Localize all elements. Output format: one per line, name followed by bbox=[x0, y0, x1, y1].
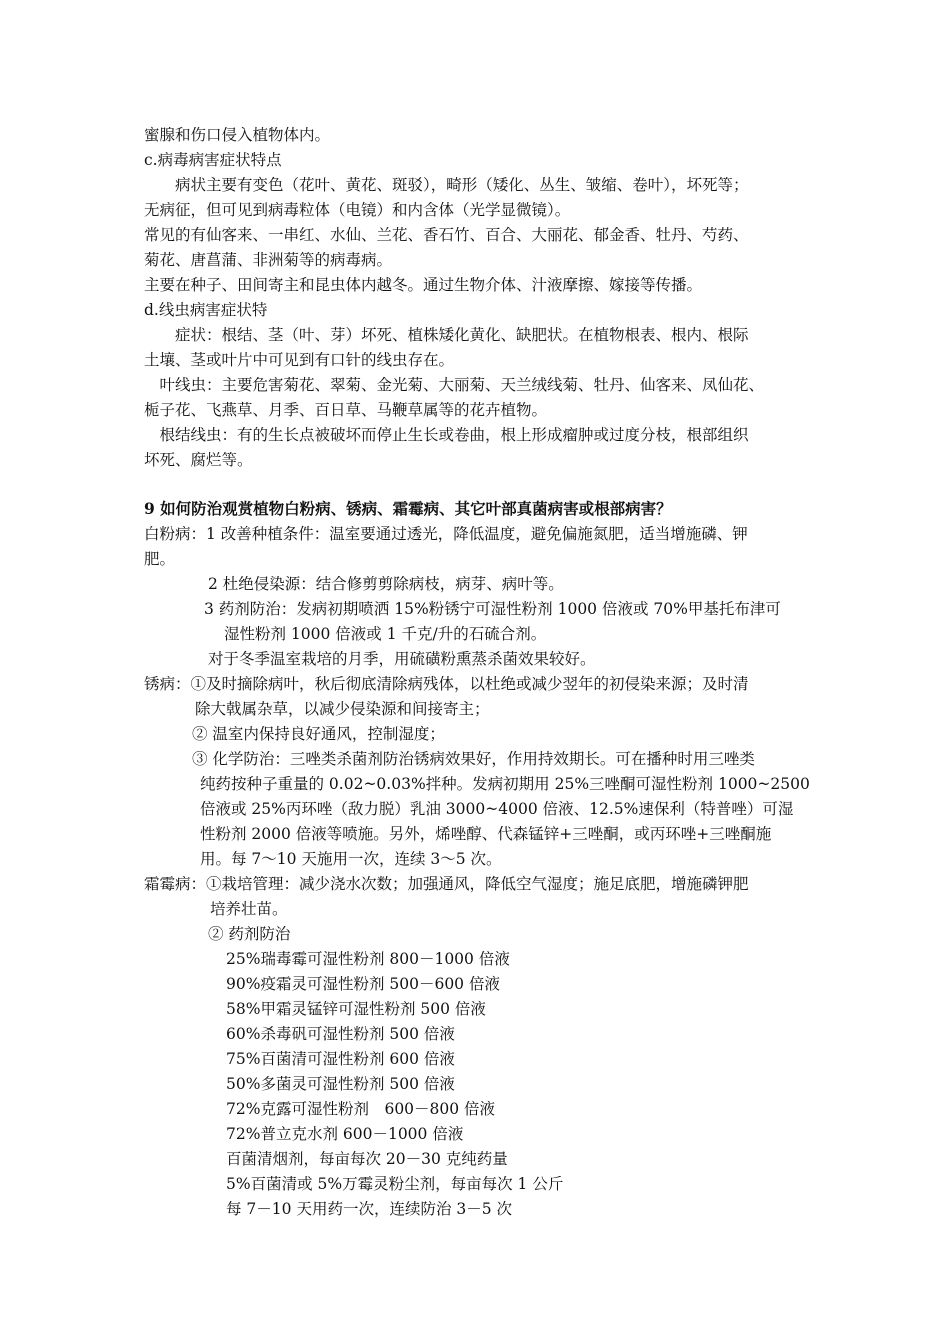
list-item: 5%百菌清或 5%万霉灵粉尘剂，每亩每次 1 公斤 bbox=[226, 1175, 564, 1193]
text-line: 叶线虫：主要危害菊花、翠菊、金光菊、大丽菊、天兰绒线菊、牡丹、仙客来、凤仙花、 bbox=[144, 376, 765, 394]
text-line: 白粉病：1 改善种植条件：温室要通过透光，降低温度，避免偏施氮肥，适当增施磷、钾 bbox=[144, 525, 748, 543]
text-line: 2 杜绝侵染源：结合修剪剪除病枝，病芽、病叶等。 bbox=[208, 575, 564, 593]
text-line: 根结线虫：有的生长点被破坏而停止生长或卷曲，根上形成瘤肿或过度分枝，根部组织 bbox=[144, 426, 749, 444]
text-line: ③ 化学防治：三唑类杀菌剂防治锈病效果好，作用持效期长。可在播种时用三唑类 bbox=[192, 750, 755, 768]
text-line: 肥。 bbox=[144, 550, 176, 568]
text-line: 对于冬季温室栽培的月季，用硫磺粉熏蒸杀菌效果较好。 bbox=[208, 650, 596, 668]
text-line: 蜜腺和伤口侵入植物体内。 bbox=[144, 126, 331, 144]
list-item: 60%杀毒矾可湿性粉剂 500 倍液 bbox=[226, 1025, 455, 1043]
section-heading-c: c.病毒病害症状特点 bbox=[144, 151, 282, 169]
text-line: 土壤、茎或叶片中可见到有口针的线虫存在。 bbox=[144, 351, 455, 369]
list-item: 25%瑞毒霉可湿性粉剂 800－1000 倍液 bbox=[226, 950, 510, 968]
text-line: 栀子花、飞燕草、月季、百日草、马鞭草属等的花卉植物。 bbox=[144, 401, 548, 419]
text-line: 主要在种子、田间寄主和昆虫体内越冬。通过生物介体、汁液摩擦、嫁接等传播。 bbox=[144, 276, 703, 294]
text-line: 常见的有仙客来、一串红、水仙、兰花、香石竹、百合、大丽花、郁金香、牡丹、芍药、 bbox=[144, 226, 749, 244]
text-line: 除大戟属杂草，以减少侵染源和间接寄主； bbox=[195, 700, 490, 718]
section-heading-d: d.线虫病害症状特 bbox=[144, 301, 268, 319]
text-line: 菊花、唐菖蒲、非洲菊等的病毒病。 bbox=[144, 251, 393, 269]
text-line: 性粉剂 2000 倍液等喷施。另外，烯唑醇、代森锰锌+三唑酮，或丙环唑+三唑酮施 bbox=[200, 825, 772, 843]
question-heading: 9 如何防治观赏植物白粉病、锈病、霜霉病、其它叶部真菌病害或根部病害？ bbox=[144, 499, 672, 518]
text-line: 霜霉病：①栽培管理：减少浇水次数；加强通风，降低空气湿度；施足底肥，增施磷钾肥 bbox=[144, 875, 749, 893]
text-line: ② 药剂防治 bbox=[208, 925, 291, 943]
list-item: 72%普立克水剂 600－1000 倍液 bbox=[226, 1125, 464, 1143]
text-line: 倍液或 25%丙环唑（敌力脱）乳油 3000~4000 倍液、12.5%速保利（特普唑）可湿 bbox=[200, 800, 794, 818]
text-line: 锈病：①及时摘除病叶，秋后彻底清除病残体，以杜绝或减少翌年的初侵染来源；及时清 bbox=[144, 675, 749, 693]
list-item: 75%百菌清可湿性粉剂 600 倍液 bbox=[226, 1050, 455, 1068]
list-item: 百菌清烟剂，每亩每次 20－30 克纯药量 bbox=[226, 1150, 508, 1168]
list-item: 每 7－10 天用药一次，连续防治 3－5 次 bbox=[226, 1200, 513, 1218]
text-line: 无病征，但可见到病毒粒体（电镜）和内含体（光学显微镜）。 bbox=[144, 201, 571, 219]
text-line: 病状主要有变色（花叶、黄花、斑驳），畸形（矮化、丛生、皱缩、卷叶），坏死等； bbox=[144, 176, 749, 194]
text-line: 湿性粉剂 1000 倍液或 1 千克/升的石硫合剂。 bbox=[224, 625, 547, 643]
text-line: 纯药按种子重量的 0.02~0.03%拌种。发病初期用 25%三唑酮可湿性粉剂 1000~2500 bbox=[200, 775, 810, 793]
text-line: 症状：根结、茎（叶、芽）坏死、植株矮化黄化、缺肥状。在植物根表、根内、根际 bbox=[144, 326, 749, 344]
text-line: 培养壮苗。 bbox=[210, 900, 288, 918]
text-line: 3 药剂防治：发病初期喷洒 15%粉锈宁可湿性粉剂 1000 倍液或 70%甲基托布津可 bbox=[204, 600, 781, 618]
list-item: 72%克露可湿性粉剂 600－800 倍液 bbox=[226, 1100, 496, 1118]
text-line: 坏死、腐烂等。 bbox=[144, 451, 253, 469]
list-item: 50%多菌灵可湿性粉剂 500 倍液 bbox=[226, 1075, 455, 1093]
list-item: 90%疫霜灵可湿性粉剂 500－600 倍液 bbox=[226, 975, 500, 993]
text-line: 用。每 7～10 天施用一次，连续 3～5 次。 bbox=[200, 850, 502, 868]
text-line: ② 温室内保持良好通风，控制湿度； bbox=[192, 725, 445, 743]
list-item: 58%甲霜灵锰锌可湿性粉剂 500 倍液 bbox=[226, 1000, 486, 1018]
